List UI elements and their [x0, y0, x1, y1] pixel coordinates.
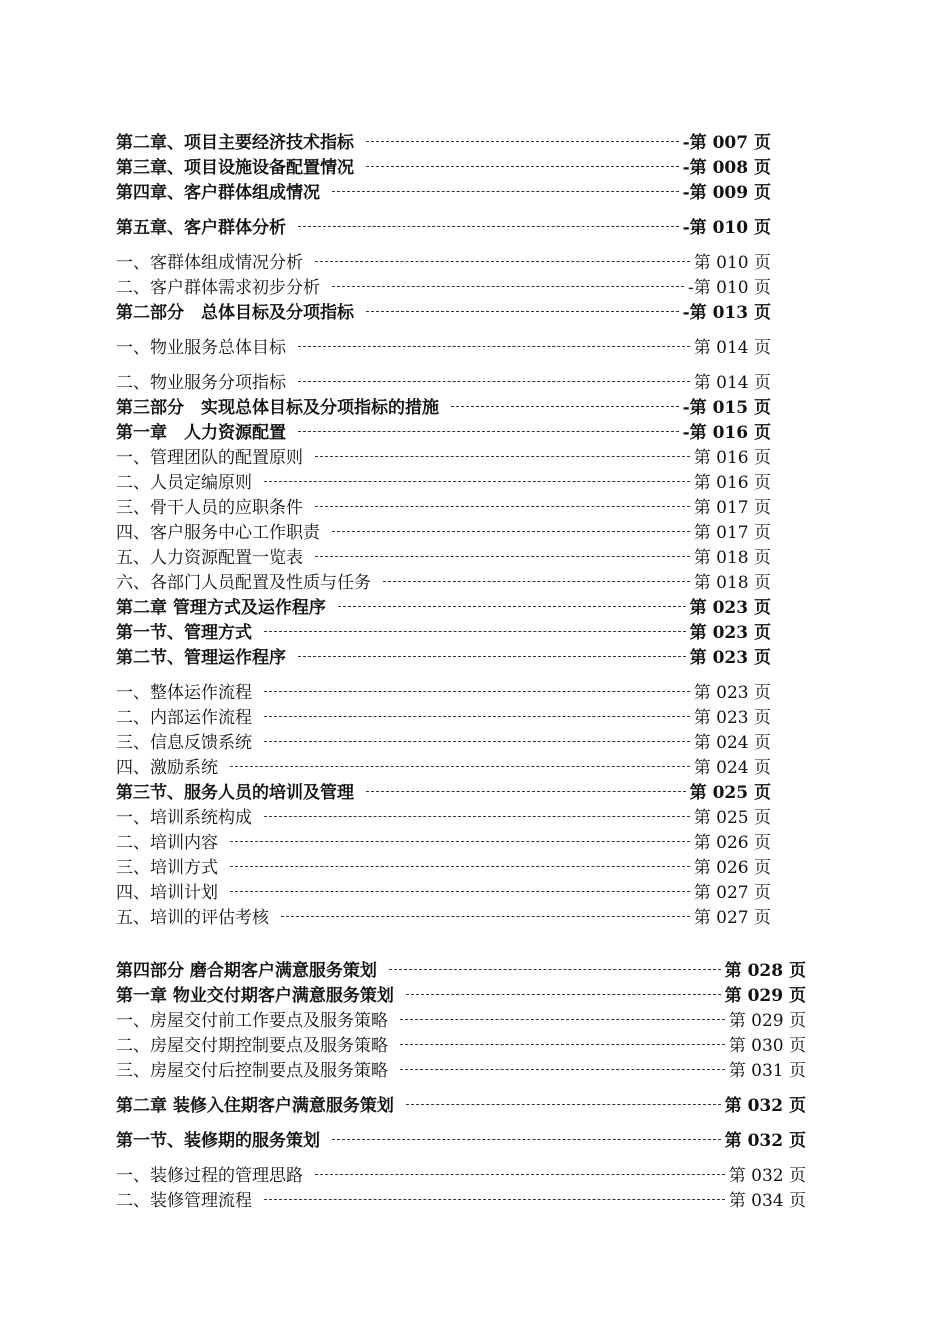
toc-dot-leader [264, 691, 690, 693]
toc-entry [116, 618, 771, 643]
toc-entry-title: 五、培训的评估考核 [116, 908, 269, 928]
toc-entry-title: 六、各部门人员配置及性质与任务 [116, 573, 371, 593]
toc-entry [116, 678, 771, 703]
spacer [116, 1081, 806, 1091]
toc-dot-leader [298, 431, 679, 433]
toc-entry-page: 第 031 页 [728, 1061, 806, 1081]
toc-entry [116, 128, 771, 153]
toc-entry-page: 第 032 页 [724, 1096, 806, 1116]
toc-entry-title: 一、物业服务总体目标 [116, 338, 286, 358]
toc-entry-title: 第四章、客户群体组成情况 [116, 183, 320, 203]
toc-dot-leader [230, 866, 690, 868]
toc-entry-page: 第 032 页 [724, 1131, 806, 1151]
toc-entry [116, 828, 771, 853]
spacer [116, 238, 806, 248]
toc-entry [116, 803, 771, 828]
toc-entry [116, 1056, 806, 1081]
toc-entry-page: 第 025 页 [689, 783, 771, 803]
spacer [116, 1151, 806, 1161]
toc-entry-page: 第 018 页 [693, 573, 771, 593]
toc-entry-page: -第 010 页 [682, 218, 771, 238]
toc-dot-leader [230, 766, 690, 768]
toc-entry-title: 第二章 装修入住期客户满意服务策划 [116, 1096, 394, 1116]
toc-entry [116, 903, 771, 928]
toc-dot-leader [298, 381, 690, 383]
spacer [116, 1116, 806, 1126]
toc-entry-page: 第 010 页 [693, 253, 771, 273]
toc-entry-page: 第 014 页 [693, 338, 771, 358]
toc-entry-page: 第 027 页 [693, 908, 771, 928]
toc-entry-title: 二、物业服务分项指标 [116, 373, 286, 393]
toc-entry [116, 213, 771, 238]
toc-entry-page: 第 025 页 [693, 808, 771, 828]
toc-entry [116, 728, 771, 753]
toc-entry-page: 第 018 页 [693, 548, 771, 568]
toc-entry-title: 第一章 物业交付期客户满意服务策划 [116, 986, 394, 1006]
toc-entry-page: 第 027 页 [693, 883, 771, 903]
toc-entry [116, 1006, 806, 1031]
toc-entry-title: 三、房屋交付后控制要点及服务策略 [116, 1061, 388, 1081]
toc-entry-page: -第 013 页 [682, 303, 771, 323]
toc-entry [116, 1186, 806, 1211]
toc-dot-leader [366, 166, 679, 168]
toc-entry-page: 第 029 页 [728, 1011, 806, 1031]
toc-dot-leader [406, 1104, 721, 1106]
toc-entry-title: 一、整体运作流程 [116, 683, 252, 703]
toc-dot-leader [315, 556, 690, 558]
toc-dot-leader [451, 406, 679, 408]
toc-dot-leader [366, 311, 679, 313]
toc-entry-title: 二、人员定编原则 [116, 473, 252, 493]
toc-entry [116, 1161, 806, 1186]
toc-dot-leader [298, 346, 690, 348]
toc-entry [116, 273, 771, 298]
toc-dot-leader [264, 816, 690, 818]
toc-entry [116, 493, 771, 518]
toc-entry-page: 第 017 页 [693, 523, 771, 543]
toc-entry [116, 393, 771, 418]
toc-entry-page: -第 016 页 [682, 423, 771, 443]
toc-dot-leader [389, 969, 721, 971]
spacer [116, 358, 806, 368]
toc-entry-page: -第 007 页 [682, 133, 771, 153]
toc-entry-title: 第二章、项目主要经济技术指标 [116, 133, 354, 153]
toc-entry-title: 一、装修过程的管理思路 [116, 1166, 303, 1186]
toc-dot-leader [406, 994, 721, 996]
toc-dot-leader [338, 606, 686, 608]
toc-entry [116, 956, 806, 981]
spacer [116, 203, 806, 213]
toc-entry-page: -第 010 页 [688, 278, 771, 298]
toc-entry [116, 753, 771, 778]
spacer [116, 668, 806, 678]
toc-entry [116, 368, 771, 393]
toc-dot-leader [298, 656, 686, 658]
spacer [116, 928, 806, 956]
toc-entry-page: 第 032 页 [728, 1166, 806, 1186]
toc-dot-leader [315, 456, 690, 458]
toc-dot-leader [298, 226, 679, 228]
toc-dot-leader [332, 191, 679, 193]
toc-entry-title: 第三节、服务人员的培训及管理 [116, 783, 354, 803]
toc-entry-title: 二、房屋交付期控制要点及服务策略 [116, 1036, 388, 1056]
toc-dot-leader [230, 841, 690, 843]
toc-entry [116, 853, 771, 878]
toc-entry [116, 248, 771, 273]
toc-entry-title: 第一节、管理方式 [116, 623, 252, 643]
toc-entry [116, 1031, 806, 1056]
toc-entry-page: 第 023 页 [693, 708, 771, 728]
toc-entry-title: 二、培训内容 [116, 833, 218, 853]
toc-entry-title: 五、人力资源配置一览表 [116, 548, 303, 568]
toc-entry-title: 第二节、管理运作程序 [116, 648, 286, 668]
toc-entry [116, 1126, 806, 1151]
toc-entry-title: 二、装修管理流程 [116, 1191, 252, 1211]
toc-dot-leader [315, 261, 690, 263]
toc-entry [116, 1091, 806, 1116]
toc-dot-leader [264, 716, 690, 718]
toc-entry-page: 第 023 页 [689, 648, 771, 668]
toc-entry [116, 643, 771, 668]
toc-entry-title: 二、内部运作流程 [116, 708, 252, 728]
toc-entry [116, 981, 806, 1006]
toc-entry-title: 第二章 管理方式及运作程序 [116, 598, 326, 618]
toc-entry-page: 第 026 页 [693, 858, 771, 878]
toc-entry-page: -第 008 页 [682, 158, 771, 178]
toc-entry-title: 第一节、装修期的服务策划 [116, 1131, 320, 1151]
toc-entry [116, 333, 771, 358]
toc-entry [116, 568, 771, 593]
toc-entry [116, 443, 771, 468]
toc-dot-leader [400, 1069, 725, 1071]
toc-entry-title: 第二部分 总体目标及分项指标 [116, 303, 354, 323]
toc-entry [116, 878, 771, 903]
toc-entry-title: 第三章、项目设施设备配置情况 [116, 158, 354, 178]
toc-dot-leader [264, 1199, 725, 1201]
toc-dot-leader [315, 506, 690, 508]
toc-entry-page: 第 014 页 [693, 373, 771, 393]
toc-entry-page: 第 016 页 [693, 473, 771, 493]
toc-dot-leader [383, 581, 690, 583]
toc-entry-page: 第 024 页 [693, 733, 771, 753]
toc-entry [116, 593, 771, 618]
toc-dot-leader [264, 481, 690, 483]
toc-entry-page: 第 028 页 [724, 961, 806, 981]
toc-dot-leader [281, 916, 690, 918]
toc-dot-leader [332, 286, 684, 288]
toc-dot-leader [400, 1044, 725, 1046]
toc-entry [116, 468, 771, 493]
spacer [116, 323, 806, 333]
toc-entry-title: 第五章、客户群体分析 [116, 218, 286, 238]
toc-entry-title: 三、信息反馈系统 [116, 733, 252, 753]
toc-dot-leader [332, 1139, 721, 1141]
toc-entry-page: 第 017 页 [693, 498, 771, 518]
toc-entry-title: 第四部分 磨合期客户满意服务策划 [116, 961, 377, 981]
toc-entry-page: 第 029 页 [724, 986, 806, 1006]
toc-entry-title: 四、培训计划 [116, 883, 218, 903]
toc-entry-page: 第 026 页 [693, 833, 771, 853]
toc-entry-title: 二、客户群体需求初步分析 [116, 278, 320, 298]
toc-dot-leader [332, 531, 690, 533]
toc-entry [116, 298, 771, 323]
toc-entry-title: 一、培训系统构成 [116, 808, 252, 828]
toc-entry-title: 四、客户服务中心工作职责 [116, 523, 320, 543]
toc-entry-page: 第 016 页 [693, 448, 771, 468]
toc-dot-leader [315, 1174, 725, 1176]
toc-entry [116, 418, 771, 443]
toc-entry-page: -第 009 页 [682, 183, 771, 203]
toc-entry-title: 一、管理团队的配置原则 [116, 448, 303, 468]
toc-entry [116, 703, 771, 728]
toc-dot-leader [264, 631, 686, 633]
toc-entry [116, 518, 771, 543]
toc-entry-page: 第 023 页 [689, 623, 771, 643]
toc-entry-page: 第 024 页 [693, 758, 771, 778]
toc-entry [116, 543, 771, 568]
toc-entry-title: 三、骨干人员的应职条件 [116, 498, 303, 518]
toc-entry-page: -第 015 页 [682, 398, 771, 418]
toc-dot-leader [366, 791, 686, 793]
toc-entry-title: 一、客群体组成情况分析 [116, 253, 303, 273]
toc-entry-title: 第一章 人力资源配置 [116, 423, 286, 443]
toc-entry-title: 四、激励系统 [116, 758, 218, 778]
toc-dot-leader [400, 1019, 725, 1021]
toc-entry-title: 一、房屋交付前工作要点及服务策略 [116, 1011, 388, 1031]
toc-entry-page: 第 023 页 [693, 683, 771, 703]
toc-entry [116, 153, 771, 178]
toc-entry [116, 778, 771, 803]
toc-entry-page: 第 023 页 [689, 598, 771, 618]
toc-dot-leader [230, 891, 690, 893]
toc-entry-title: 第三部分 实现总体目标及分项指标的措施 [116, 398, 439, 418]
toc-dot-leader [366, 141, 679, 143]
table-of-contents [116, 128, 806, 1211]
toc-entry-title: 三、培训方式 [116, 858, 218, 878]
toc-entry-page: 第 034 页 [728, 1191, 806, 1211]
toc-entry [116, 178, 771, 203]
toc-entry-page: 第 030 页 [728, 1036, 806, 1056]
toc-dot-leader [264, 741, 690, 743]
